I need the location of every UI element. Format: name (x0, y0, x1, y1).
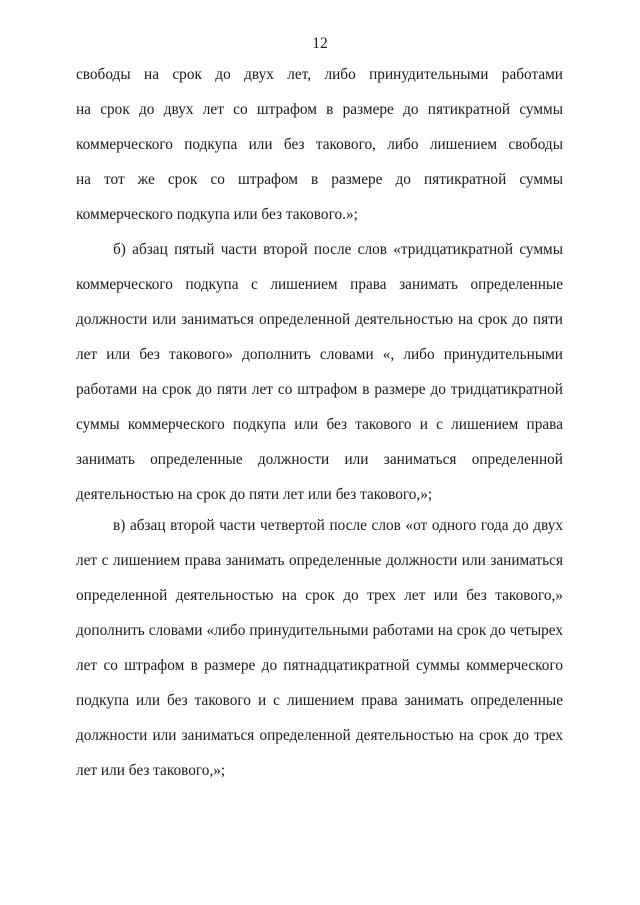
page-number: 12 (312, 35, 328, 52)
text-line: подкупа или без такового и с лишением права занимать определенные (76, 692, 563, 709)
text-line: деятельностью на срок до пяти лет или без такового,»; (76, 486, 433, 503)
text-line: б) абзац пятый части второй после слов «тридцатикратной суммы (113, 241, 563, 258)
text-line: на тот же срок со штрафом в размере до пятикратной суммы (76, 171, 563, 188)
paragraph-v (76, 517, 563, 797)
text-line: должности или заниматься определенной деятельностью на срок до пяти (76, 311, 563, 328)
text-line: на срок до двух лет со штрафом в размере до пятикратной суммы (76, 101, 563, 118)
text-line: лет с лишением права занимать определенные должности или заниматься (76, 552, 563, 569)
text-line: должности или заниматься определенной деятельностью на срок до трех (76, 727, 563, 744)
text-line: коммерческого подкупа или без такового.»; (76, 206, 358, 223)
text-line: коммерческого подкупа или без такового, либо лишением свободы (76, 136, 563, 153)
text-line: лет или без такового,»; (76, 762, 226, 779)
text-line: суммы коммерческого подкупа или без такового и с лишением права (76, 416, 563, 433)
text-line: коммерческого подкупа с лишением права занимать определенные (76, 276, 563, 293)
text-line: лет или без такового» дополнить словами «, либо принудительными (76, 346, 563, 363)
paragraph-continuation (76, 66, 563, 241)
text-line: занимать определенные должности или заниматься определенной (76, 451, 563, 468)
paragraph-b (76, 241, 563, 521)
text-line: работами на срок до пяти лет со штрафом в размере до тридцатикратной (76, 381, 563, 398)
text-line: свободы на срок до двух лет, либо принудительными работами (76, 66, 563, 83)
text-line: дополнить словами «либо принудительными работами на срок до четырех (76, 622, 563, 639)
text-line: определенной деятельностью на срок до трех лет или без такового,» (76, 587, 563, 604)
text-line: лет со штрафом в размере до пятнадцатикратной суммы коммерческого (76, 657, 563, 674)
text-line: в) абзац второй части четвертой после слов «от одного года до двух (113, 517, 563, 534)
